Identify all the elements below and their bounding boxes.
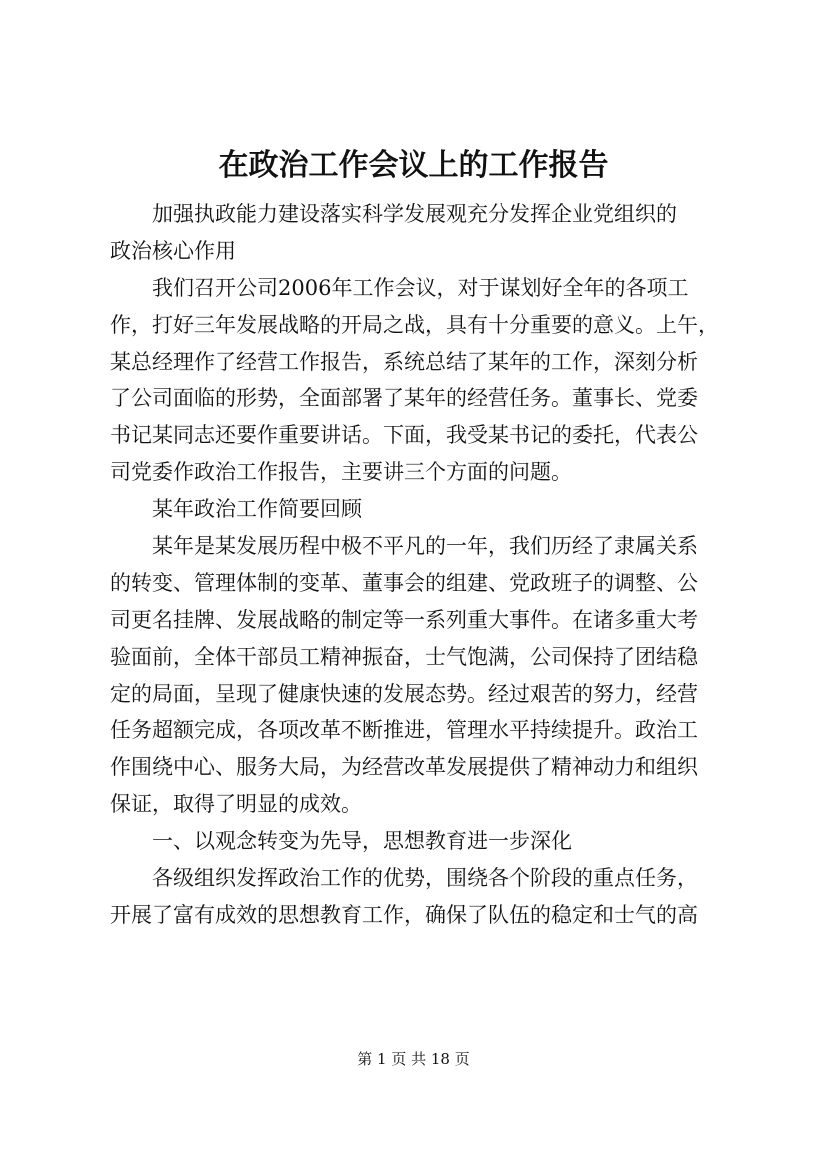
text-line: 司更名挂牌、发展战略的制定等一系列重大事件。在诸多重大考 [110,607,698,632]
section-heading: 某年政治工作简要回顾 [152,497,362,522]
section-heading: 一、以观念转变为先导，思想教育进一步深化 [152,829,572,854]
text-line: 政治核心作用 [110,238,236,263]
text-line: 我们召开公司2006年工作会议，对于谋划好全年的各项工 [152,275,689,300]
document-body [110,196,722,934]
text-line: 加强执政能力建设落实科学发展观充分发挥企业党组织的 [152,202,677,226]
text-line: 保证，取得了明显的成效。 [110,792,362,817]
text-line: 司党委作政治工作报告，主要讲三个方面的问题。 [110,460,572,485]
text-line: 任务超额完成，各项改革不断推进，管理水平持续提升。政治工 [110,718,698,743]
text-line: 的转变、管理体制的变革、董事会的组建、党政班子的调整、公 [110,570,698,595]
text-line: 书记某同志还要作重要讲话。下面，我受某书记的委托，代表公 [110,423,698,448]
text-line: 作，打好三年发展战略的开局之战，具有十分重要的意义。上午， [110,312,719,337]
text-line: 各级组织发挥政治工作的优势，围绕各个阶段的重点任务， [152,866,698,891]
text-line: 了公司面临的形势，全面部署了某年的经营任务。董事长、党委 [110,386,698,411]
text-line: 开展了富有成效的思想教育工作，确保了队伍的稳定和士气的高 [110,902,698,927]
page-number-footer: 第 1 页 共 18 页 [357,1050,470,1068]
text-line: 作围绕中心、服务大局，为经营改革发展提供了精神动力和组织 [110,755,698,780]
text-line: 验面前，全体干部员工精神振奋，士气饱满，公司保持了团结稳 [110,644,698,669]
text-line: 某总经理作了经营工作报告，系统总结了某年的工作，深刻分析 [110,349,698,374]
text-line: 定的局面，呈现了健康快速的发展态势。经过艰苦的努力，经营 [110,681,698,706]
document-title: 在政治工作会议上的工作报告 [218,148,609,183]
text-line: 某年是某发展历程中极不平凡的一年，我们历经了隶属关系 [152,534,698,559]
